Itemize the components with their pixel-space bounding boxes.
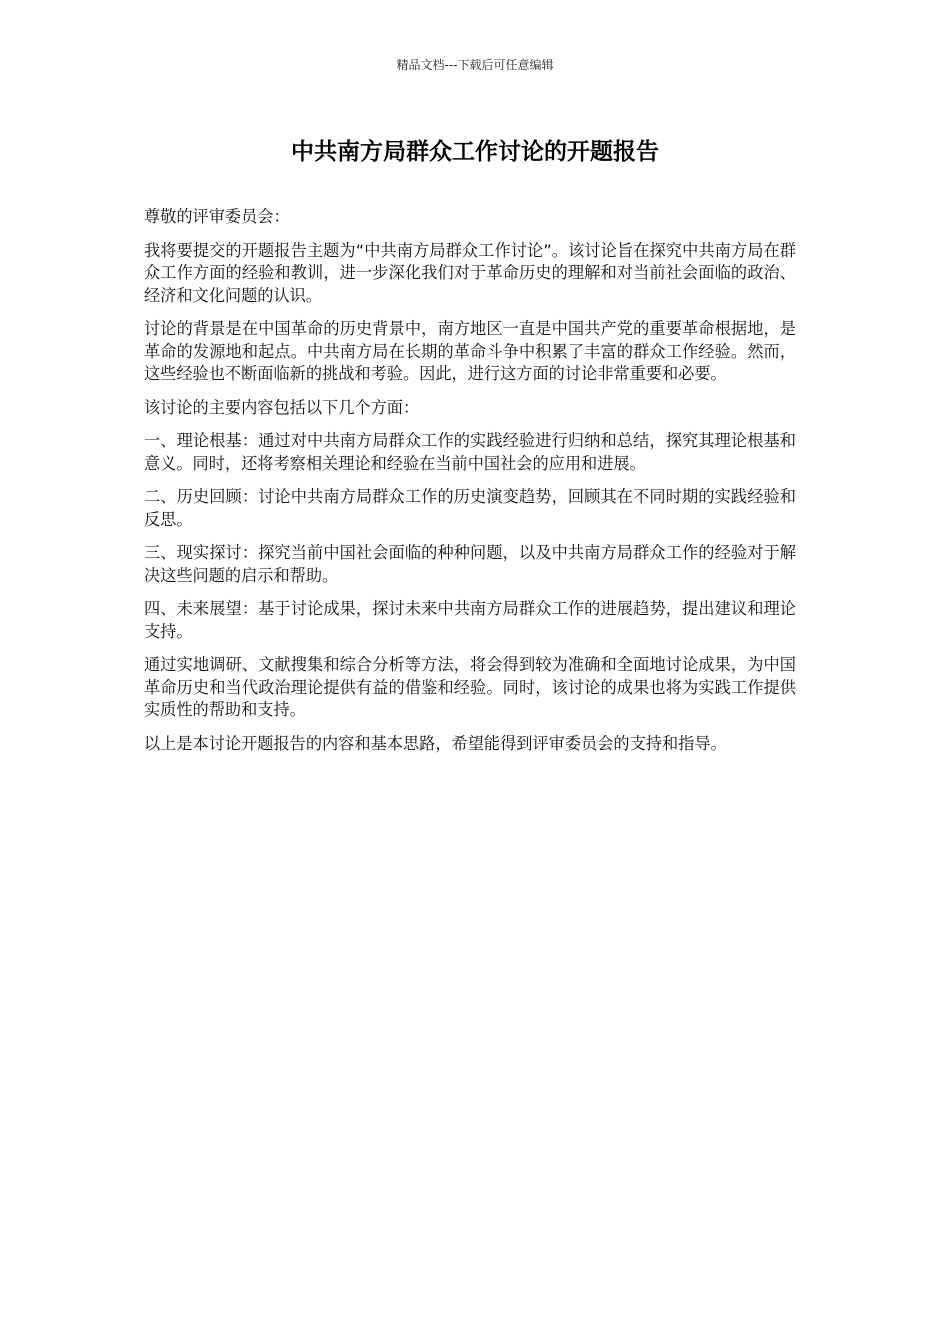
paragraph-intro: 我将要提交的开题报告主题为“中共南方局群众工作讨论”。该讨论旨在探究中共南方局在群众工作方面的经验和教训，进一步深化我们对于革命历史的理解和对当前社会面临的政治、经济和文化问题的认识。	[144, 240, 796, 305]
greeting: 尊敬的评审委员会：	[144, 207, 290, 226]
document-body	[144, 206, 796, 766]
paragraph-history: 二、历史回顾：讨论中共南方局群众工作的历史演变趋势，回顾其在不同时期的实践经验和反思。	[144, 487, 796, 529]
paragraph-future: 四、未来展望：基于讨论成果，探讨未来中共南方局群众工作的进展趋势，提出建议和理论支持。	[144, 599, 796, 641]
paragraph-content-lead: 该讨论的主要内容包括以下几个方面：	[144, 397, 420, 417]
paragraph-background: 讨论的背景是在中国革命的历史背景中，南方地区一直是中国共产党的重要革命根据地，是革命的发源地和起点。中共南方局在长期的革命斗争中积累了丰富的群众工作经验。然而，这些经验也不断面临新的挑战和考验。因此，进行这方面的讨论非常重要和必要。	[144, 319, 796, 383]
paragraph-reality: 三、现实探讨：探究当前中国社会面临的种种问题，以及中共南方局群众工作的经验对于解决这些问题的启示和帮助。	[144, 543, 796, 585]
paragraph-theory: 一、理论根基：通过对中共南方局群众工作的实践经验进行归纳和总结，探究其理论根基和意义。同时，还将考察相关理论和经验在当前中国社会的应用和进展。	[144, 431, 796, 473]
document-title: 中共南方局群众工作讨论的开题报告	[291, 139, 659, 165]
paragraph-closing: 以上是本讨论开题报告的内容和基本思路，希望能得到评审委员会的支持和指导。	[144, 733, 727, 753]
paragraph-methods: 通过实地调研、文献搜集和综合分析等方法，将会得到较为准确和全面地讨论成果，为中国革命历史和当代政治理论提供有益的借鉴和经验。同时，该讨论的成果也将为实践工作提供实质性的帮助和支持。	[144, 655, 796, 719]
header-note: 精品文档---下载后可任意编辑	[396, 58, 554, 72]
